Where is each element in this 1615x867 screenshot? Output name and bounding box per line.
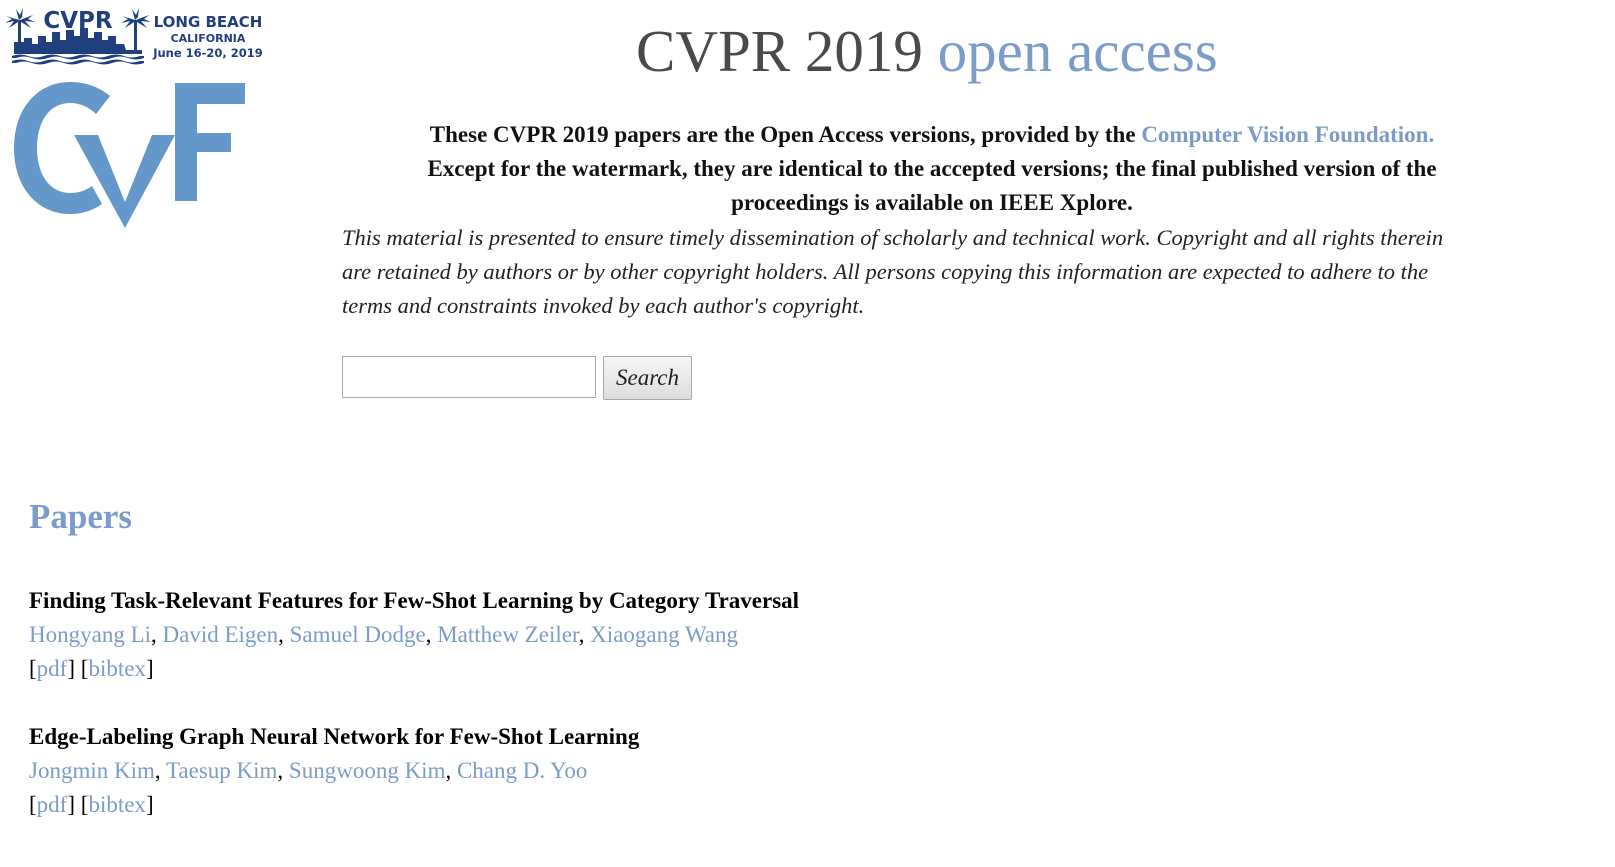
page-title — [636, 13, 1218, 89]
cvpr-2019-logo[interactable] — [4, 4, 264, 66]
separator: , — [578, 622, 591, 647]
pdf-link[interactable]: pdf — [36, 656, 68, 681]
bracket: ] — [145, 656, 154, 681]
author-link[interactable]: Taesup Kim — [165, 758, 278, 783]
author-link[interactable]: Matthew Zeiler — [437, 622, 579, 647]
bracket: ] — [67, 792, 76, 817]
bracket: ] — [145, 792, 154, 817]
cvf-logo-icon[interactable] — [12, 80, 252, 232]
notice-line-3: proceedings is available on IEEE Xplore. — [731, 190, 1133, 215]
copyright-disclaimer — [342, 221, 1512, 323]
pdf-link[interactable]: pdf — [36, 792, 68, 817]
cvpr-location-state: CALIFORNIA — [170, 32, 246, 45]
notice-line-1-text: These CVPR 2019 papers are the Open Access versions, provided by the — [429, 122, 1142, 147]
papers-heading: Papers — [29, 497, 133, 536]
cvpr-dates: June 16-20, 2019 — [153, 46, 263, 60]
cvf-link[interactable]: Computer Vision Foundation. — [1141, 122, 1435, 147]
page-title-accent: open access — [937, 18, 1218, 84]
paper-entry — [29, 720, 639, 822]
cvpr-location-city: LONG BEACH — [153, 13, 263, 31]
author-link[interactable]: Xiaogang Wang — [590, 622, 739, 647]
bibtex-link[interactable]: bibtex — [88, 792, 146, 817]
paper-title-text[interactable]: Finding Task-Relevant Features for Few-Shot Learning by Category Traversal — [29, 588, 800, 613]
bracket: [ — [29, 656, 37, 681]
open-access-notice — [342, 118, 1522, 220]
disclaimer-line-3: terms and constraints invoked by each author's copyright. — [342, 293, 865, 318]
author-link[interactable]: Hongyang Li — [29, 622, 152, 647]
notice-line-2: Except for the watermark, they are identical to the accepted versions; the final published version of the — [427, 156, 1437, 181]
paper-links — [29, 652, 799, 686]
separator: , — [445, 758, 457, 783]
paper-links — [29, 788, 639, 822]
search-button[interactable]: Search — [603, 356, 692, 400]
paper-title[interactable] — [29, 584, 799, 618]
paper-authors — [29, 618, 799, 652]
separator: , — [278, 622, 290, 647]
author-link[interactable]: Sungwoong Kim — [288, 758, 446, 783]
bracket: ] — [67, 656, 76, 681]
separator: , — [151, 622, 163, 647]
cvpr-skyline-palm-icon — [6, 6, 150, 66]
author-link[interactable]: Chang D. Yoo — [456, 758, 588, 783]
cvpr-location-dates — [152, 14, 264, 61]
separator: , — [277, 758, 289, 783]
bracket: [ — [80, 792, 89, 817]
author-link[interactable]: David Eigen — [162, 622, 279, 647]
page-title-main: CVPR 2019 — [636, 18, 923, 84]
bracket: [ — [80, 656, 89, 681]
author-link[interactable]: Samuel Dodge — [289, 622, 426, 647]
separator: , — [154, 758, 166, 783]
bracket: [ — [29, 792, 37, 817]
search-form — [342, 356, 692, 400]
svg-text:CVPR: CVPR — [43, 8, 113, 34]
paper-entry — [29, 584, 799, 686]
notice-line-1 — [342, 118, 1522, 152]
author-link[interactable]: Jongmin Kim — [29, 758, 155, 783]
disclaimer-line-1: This material is presented to ensure timely dissemination of scholarly and technical work. Copyright and all rights therein — [342, 225, 1444, 250]
paper-authors — [29, 754, 639, 788]
paper-title[interactable] — [29, 720, 639, 754]
disclaimer-line-2: are retained by authors or by other copyright holders. All persons copying this information are expected to adhere to the — [342, 259, 1429, 284]
bibtex-link[interactable]: bibtex — [88, 656, 146, 681]
search-input[interactable] — [342, 356, 596, 398]
paper-title-text[interactable]: Edge-Labeling Graph Neural Network for Few-Shot Learning — [29, 724, 640, 749]
separator: , — [425, 622, 438, 647]
